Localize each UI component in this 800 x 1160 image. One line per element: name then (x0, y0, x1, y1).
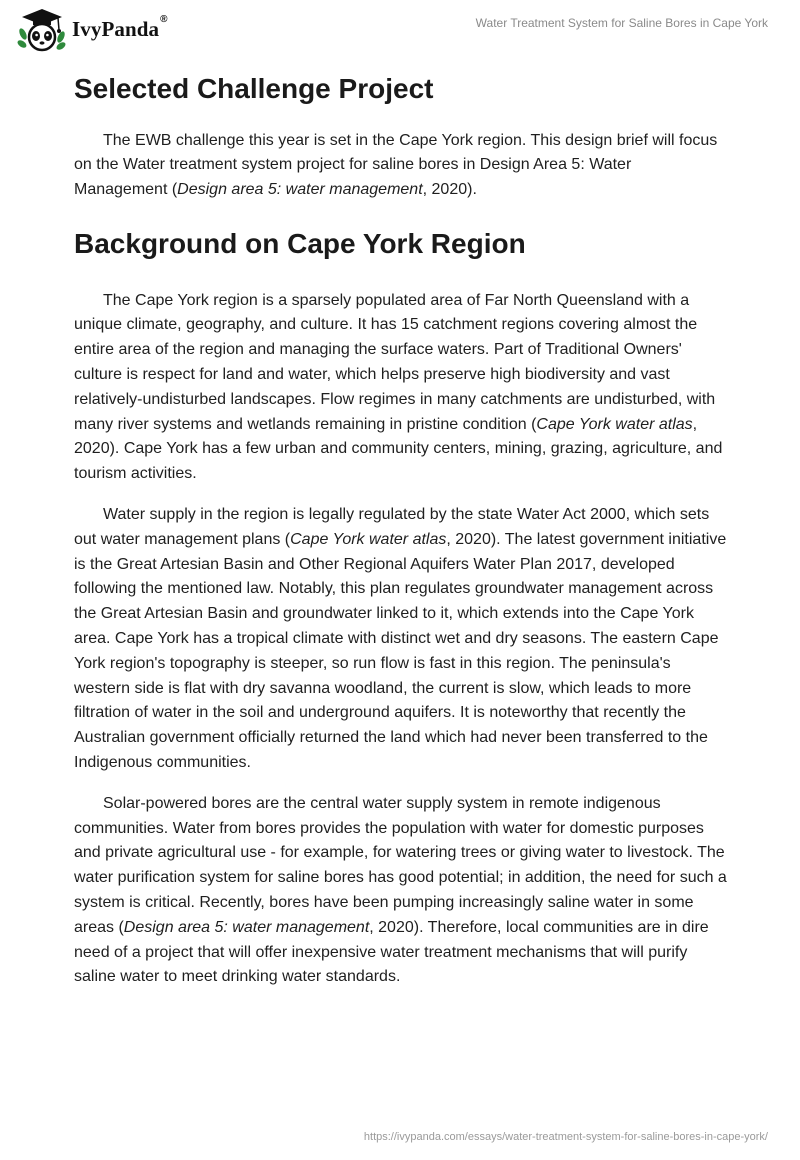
section-heading-selected-challenge: Selected Challenge Project (74, 73, 434, 104)
paragraph-3-text-b: , 2020). The latest government initiative is the Great Artesian Basin and Other Regional Aquifers Water Plan 2017, developed following the mentioned law. Notably, this plan regulates groundwater management across the Great Artesian Basin and groundwater linked to it, which extends into the Cape York area. Cape York has a tropical climate with distinct wet and dry seasons. The eastern Cape York region's topography is steeper, so run flow is fast in this region. The peninsula's western side is flat with dry savanna woodland, the current is slow, which leads to more filtration of water in the soil and underground aquifers. It is noteworthy that recently the Australian government officially returned the land which had never been transferred to the Indigenous communities. (74, 530, 727, 771)
paragraph-2-citation: Cape York water atlas (536, 415, 693, 433)
paragraph-4-citation: Design area 5: water management (123, 918, 370, 936)
registered-mark: ® (160, 13, 168, 25)
paragraph-2-text-b: , 2020). Cape York has a few urban and community centers, mining, grazing, agriculture, and tourism activities. (74, 415, 723, 483)
essay-content (74, 68, 728, 990)
paragraph-4 (74, 792, 728, 990)
paragraph-1 (74, 129, 728, 203)
source-url[interactable]: https://ivypanda.com/essays/water-treatment-system-for-saline-bores-in-cape-york/ (363, 1131, 768, 1143)
page-header (0, 0, 800, 60)
brand-name-text: IvyPanda (72, 16, 160, 41)
paragraph-4-text-a: Solar-powered bores are the central water supply system in remote indigenous communities. Water from bores provides the population with water for domestic purposes and private agricultural use - for example, for watering trees or giving water to livestock. The water purification system for saline bores has good potential; in addition, the need for such a system is critical. Recently, bores have been pumping increasingly saline water in some areas ( (74, 794, 727, 936)
paragraph-2-text-a: The Cape York region is a sparsely populated area of Far North Queensland with a unique climate, geography, and culture. It has 15 catchment regions covering almost the entire area of the region and managing the surface waters. Part of Traditional Owners' culture is respect for land and water, which helps preserve high biodiversity and vast relatively-undisturbed landscapes. Flow regimes in many catchments are undisturbed, with many river systems and wetlands remaining in pristine condition ( (74, 291, 716, 433)
section-heading-background: Background on Cape York Region (74, 227, 526, 259)
paragraph-1-text-b: , 2020). (422, 181, 477, 199)
brand-name (72, 13, 168, 42)
running-title: Water Treatment System for Saline Bores in Cape York (475, 16, 768, 30)
paragraph-3-citation: Cape York water atlas (290, 530, 447, 548)
paragraph-1-citation: Design area 5: water management (177, 181, 423, 199)
paragraph-3 (74, 503, 728, 776)
paragraph-3-text-a: Water supply in the region is legally regulated by the state Water Act 2000, which sets out water management plans ( (74, 505, 710, 548)
paragraph-1-text-a: The EWB challenge this year is set in the Cape York region. This design brief will focus on the Water treatment system project for saline bores in Design Area 5: Water Management ( (74, 131, 718, 199)
paragraph-2 (74, 289, 728, 487)
panda-graduate-icon (14, 6, 66, 52)
brand-logo[interactable] (14, 6, 168, 52)
paragraph-4-text-b: , 2020). Therefore, local communities are in dire need of a project that will offer inexpensive water treatment mechanisms that will purify saline water to meet drinking water standards. (74, 918, 709, 986)
